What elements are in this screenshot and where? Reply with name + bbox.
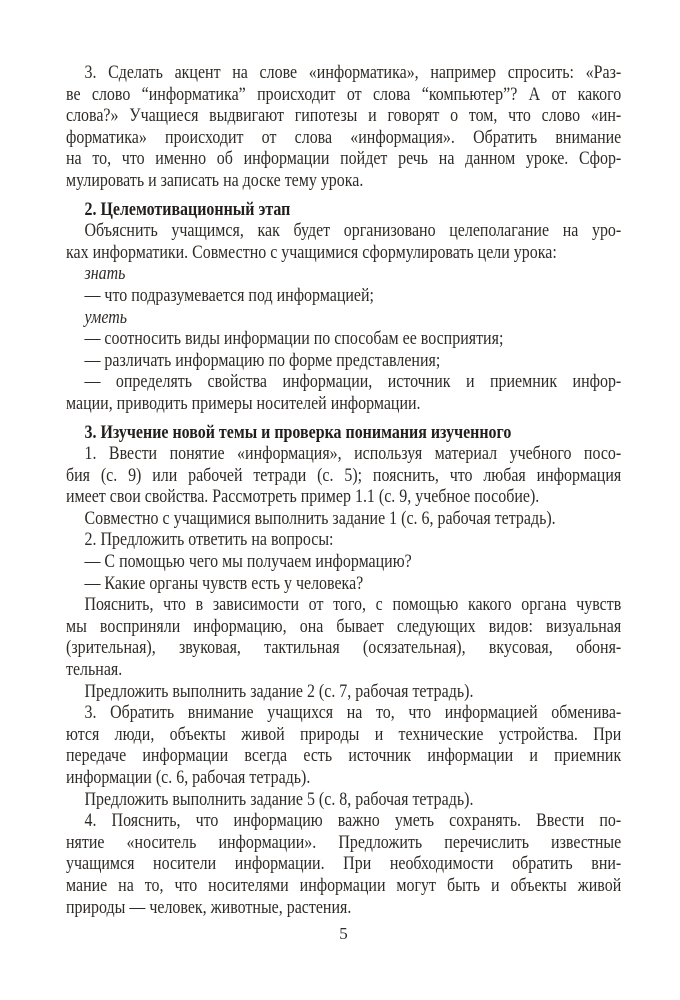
paragraph-line: — С помощью чего мы получаем информацию?	[84, 551, 412, 573]
section-heading: 2. Целемотивационный этап	[84, 198, 291, 220]
paragraph-line: ках информатики. Совместно с учащимися сформулировать цели урока:	[66, 241, 557, 263]
paragraph-line: Пояснить, что в зависимости от того, с помощью какого органа чувств	[84, 594, 622, 616]
section-heading: 3. Изучение новой темы и проверка понимания изученного	[84, 421, 512, 443]
paragraph-line: учащимся носители информации. При необходимости обратить вни-	[66, 853, 622, 875]
paragraph-line: природы — человек, животные, растения.	[66, 896, 352, 918]
paragraph-line: — различать информацию по форме представления;	[84, 349, 441, 371]
paragraph-line: информации (с. 6, рабочая тетрадь).	[66, 767, 311, 788]
paragraph-line: Предложить выполнить задание 2 (с. 7, рабочая тетрадь).	[84, 680, 474, 702]
paragraph-line: Совместно с учащимися выполнить задание 1 (с. 6, рабочая тетрадь).	[84, 507, 556, 529]
term-label: уметь	[84, 306, 128, 328]
paragraph-line: 3. Сделать акцент на слове «информатика», например спросить: «Раз-	[84, 62, 622, 83]
paragraph-line: — что подразумевается под информацией;	[84, 284, 374, 306]
paragraph-line: (зрительная), звуковая, тактильная (осязательная), вкусовая, обоня-	[66, 637, 622, 659]
paragraph-line: ве слово “информатика” происходит от слова “компьютер”? А от какого	[66, 83, 622, 105]
paragraph-line: 1. Ввести понятие «информация», используя материал учебного посо-	[84, 443, 622, 465]
paragraph-line: на то, что именно об информации пойдет речь на данном уроке. Сфор-	[66, 148, 622, 170]
paragraph-line: мание на то, что носителями информации могут быть и объекты живой	[66, 874, 622, 896]
page-number: 5	[339, 924, 348, 943]
paragraph-line: 4. Пояснить, что информацию важно уметь сохранять. Ввести по-	[84, 810, 622, 832]
term-label: знать	[84, 263, 126, 285]
paragraph-line: нятие «носитель информации». Предложить перечислить известные	[66, 831, 622, 853]
paragraph-line: ются люди, объекты живой природы и технические устройства. При	[66, 723, 622, 745]
paragraph-line: Предложить выполнить задание 5 (с. 8, рабочая тетрадь).	[84, 788, 474, 810]
page-text	[66, 62, 621, 918]
paragraph-line: — Какие органы чувств есть у человека?	[84, 572, 364, 594]
paragraph-line: мы восприняли информацию, она бывает следующих видов: визуальная	[66, 615, 622, 637]
paragraph-line: — соотносить виды информации по способам ее восприятия;	[84, 328, 504, 350]
paragraph-line: имеет свои свойства. Рассмотреть пример 1.1 (с. 9, учебное пособие).	[66, 486, 540, 508]
paragraph-line: 2. Предложить ответить на вопросы:	[84, 529, 334, 551]
paragraph-line: мации, приводить примеры носителей информации.	[66, 392, 421, 414]
paragraph-line: передаче информации всегда есть источник информации и приемник	[66, 745, 622, 767]
paragraph-line: тельная.	[66, 659, 123, 681]
paragraph-line: мулировать и записать на доске тему урока.	[66, 169, 364, 191]
paragraph-line: форматика» происходит от слова «информация». Обратить внимание	[66, 126, 622, 148]
paragraph-line: слова?» Учащиеся выдвигают гипотезы и говорят о том, что слово «ин-	[66, 105, 622, 127]
paragraph-line: Объяснить учащимся, как будет организовано целеполагание на уро-	[84, 220, 622, 242]
paragraph-line: — определять свойства информации, источник и приемник инфор-	[84, 371, 622, 393]
paragraph-line: бия (с. 9) или рабочей тетради (с. 5); пояснить, что любая информация	[66, 464, 622, 486]
paragraph-line: 3. Обратить внимание учащихся на то, что информацией обменива-	[84, 702, 622, 724]
